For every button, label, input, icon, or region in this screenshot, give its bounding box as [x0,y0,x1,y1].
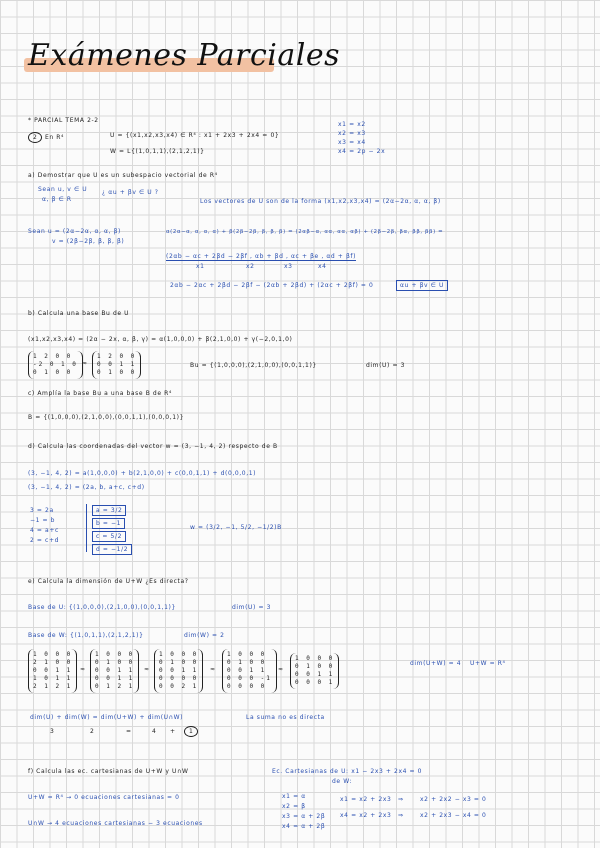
f-vars [282,792,325,832]
equiv-sign: ≈ [210,666,216,673]
f-cart-title: Ec. Cartesianas de U: x1 − 2x3 + 2x4 = 0 [272,768,423,775]
d-solution: a = 3/2 [92,505,126,516]
page-title: Exámenes Parciales [28,38,341,73]
a-result: αu + βv ∈ U [396,280,448,291]
a-label: x2 [246,263,255,270]
f-cart-sub: de W: [332,778,353,785]
f-row-arrow: ⇒ [398,796,404,803]
section-d-heading: d) Calcula las coordenadas del vector w = (3, −1, 4, 2) respecto de B [28,443,278,450]
a-u-def: Sean u = (2α−2α, α, α, β) [28,228,121,235]
a-expansion: α(2α−α, α, α, α) + β(2β−2β, β, β, β) = (2αβ−α, αα, αα, αβ) + (2β−2β, βα, ββ, ββ) = [166,229,444,235]
e-number: + [170,728,176,735]
section-e-heading: e) Calcula la dimensión de U+W ¿Es directa? [28,578,189,585]
d-result: w = (3/2, −1, 5/2, −1/2)B [190,524,282,531]
e-number: 4 [152,728,157,735]
b-eq: (x1,x2,x3,x4) = (2α − 2x, α, β, γ) = α(1,0,0,0) + β(2,1,0,0) + γ(−2,0,1,0) [28,336,293,343]
section-f-heading: f) Calcula las ec. cartesianas de U+W y U∩W [28,768,189,775]
section-c-heading: c) Amplía la base Bu a una base B de R⁴ [28,390,172,397]
f-row-a: x1 = x2 + 2x3 [340,796,392,803]
d-solution: d = −1/2 [92,544,132,555]
equiv-sign: ≈ [144,666,150,673]
e-number: 3 [50,728,55,735]
problem-row [28,134,64,141]
b-matrix-1: 1 2 0 0 -2 0 1 0 0 1 0 0 [28,351,83,379]
d-eq1: (3, −1, 4, 2) = a(1,0,0,0) + b(2,1,0,0) + c(0,0,1,1) + d(0,0,0,1) [28,470,257,477]
e-number: = [126,728,132,735]
d-system-line: −1 = b [30,517,56,524]
b-basis: Bu = {(1,0,0,0),(2,1,0,0),(0,0,1,1)} [190,362,317,369]
e-matrix: 1 0 0 0 0 1 0 0 0 0 1 1 0 0 1 1 0 1 2 1 [90,649,139,693]
equiv-sign: ≈ [278,666,284,673]
a-label: x3 [284,263,293,270]
a-label: x1 [196,263,205,270]
a-sean2: α, β ∈ R [42,196,72,203]
d-eq2: (3, −1, 4, 2) = (2a, b, a+c, c+d) [28,484,145,491]
e-matrix: 1 0 0 0 0 1 0 0 0 0 1 1 0 0 0 0 0 0 2 1 [154,649,203,693]
param-line: x1 = x2 [338,121,366,128]
section-a-heading: a) Demostrar que U es un subespacio vectorial de R⁴ [28,172,218,179]
e-dim-w: dim(W) = 2 [184,632,225,639]
f-line2: U∩W → 4 ecuaciones cartesianas − 3 ecuaciones [28,820,203,827]
e-number: 2 [90,728,95,735]
equiv-sign: ≈ [82,360,88,367]
f-var: x3 = α + 2β [282,813,326,820]
e-dim-u: dim(U) = 3 [232,604,272,611]
b-dim: dim(U) = 3 [366,362,406,369]
e-dim-sum: dim(U+W) = 4 [410,660,462,667]
param-lines [338,120,385,156]
f-var: x2 = β [282,803,306,810]
f-var: x1 = α [282,793,306,800]
param-line: x4 = 2p − 2x [338,148,386,155]
d-system-line: 4 = a+c [30,527,59,534]
d-solution: c = 5/2 [92,531,126,542]
e-base-u: Base de U: {(1,0,0,0),(2,1,0,0),(0,0,1,1)} [28,604,176,611]
section-b-heading: b) Calcula una base Bu de U [28,310,130,317]
b-matrix-2: 1 2 0 0 0 0 1 1 0 1 0 0 [92,351,141,379]
d-system-line: 3 = 2a [30,507,54,514]
f-line1: U+W = R⁴ → 0 ecuaciones cartesianas = 0 [28,794,180,801]
f-row-a: x4 = x2 + 2x3 [340,812,392,819]
a-group: (2αb − αc + 2βd − 2βf , αb + βd , αc + βe , αd + βf) [166,253,357,260]
e-base-w: Base de W: {(1,0,1,1),(2,1,2,1)} [28,632,144,639]
param-line: x3 = x4 [338,139,366,146]
d-brace [86,504,87,552]
equiv-sign: ≈ [80,666,86,673]
set-w: W = L{(1,0,1,1),(2,1,2,1)} [110,148,205,155]
a-sean: Sean u, v ∈ U [38,186,88,193]
f-var: x4 = α + 2β [282,823,326,830]
a-form: Los vectores de U son de la forma (x1,x2,x3,x4) = (2α−2α, α, α, β) [200,198,441,205]
d-solution: b = −1 [92,518,125,529]
a-v-def: v = (2β−2β, β, β, β) [52,238,125,245]
d-system [30,506,59,546]
e-conclusion: U+W = R⁴ [470,660,506,667]
f-row-b: x2 + 2x3 − x4 = 0 [420,812,487,819]
problem-number: 2 [28,132,42,143]
c-basis: B = {(1,0,0,0),(2,1,0,0),(0,0,1,1),(0,0,0,1)} [28,414,185,421]
set-u: U = {(x1,x2,x3,x4) ∈ R⁴ : x1 + 2x3 + 2x4 = 0} [110,132,280,139]
e-matrix: 1 0 0 0 0 1 0 0 0 0 1 1 0 0 0 1 [290,653,339,689]
e-matrix: 1 0 0 0 0 1 0 0 0 0 1 1 0 0 0 -1 0 0 0 0 [222,649,277,693]
param-line: x2 = x3 [338,130,366,137]
d-system-line: 2 = c+d [30,537,59,544]
problem-intro: En R⁴ [44,134,65,141]
e-number: 1 [184,726,198,737]
f-row-b: x2 + 2x2 − x3 = 0 [420,796,487,803]
e-matrix: 1 0 0 0 2 1 0 0 0 0 1 1 1 0 1 1 2 1 2 1 [28,649,77,693]
exam-heading: * PARCIAL TEMA 2-2 [28,117,99,124]
a-question: ¿ αu + βv ∈ U ? [102,189,159,196]
a-check: 2αb − 2αc + 2βd − 2βf − (2αb + 2βd) + (2αc + 2βf) = 0 [170,282,374,289]
f-row-arrow: ⇒ [398,812,404,819]
e-formula: dim(U) + dim(W) = dim(U+W) + dim(U∩W) [30,714,184,721]
e-not-direct: La suma no es directa [246,714,325,721]
a-label: x4 [318,263,327,270]
d-solutions [92,504,132,556]
